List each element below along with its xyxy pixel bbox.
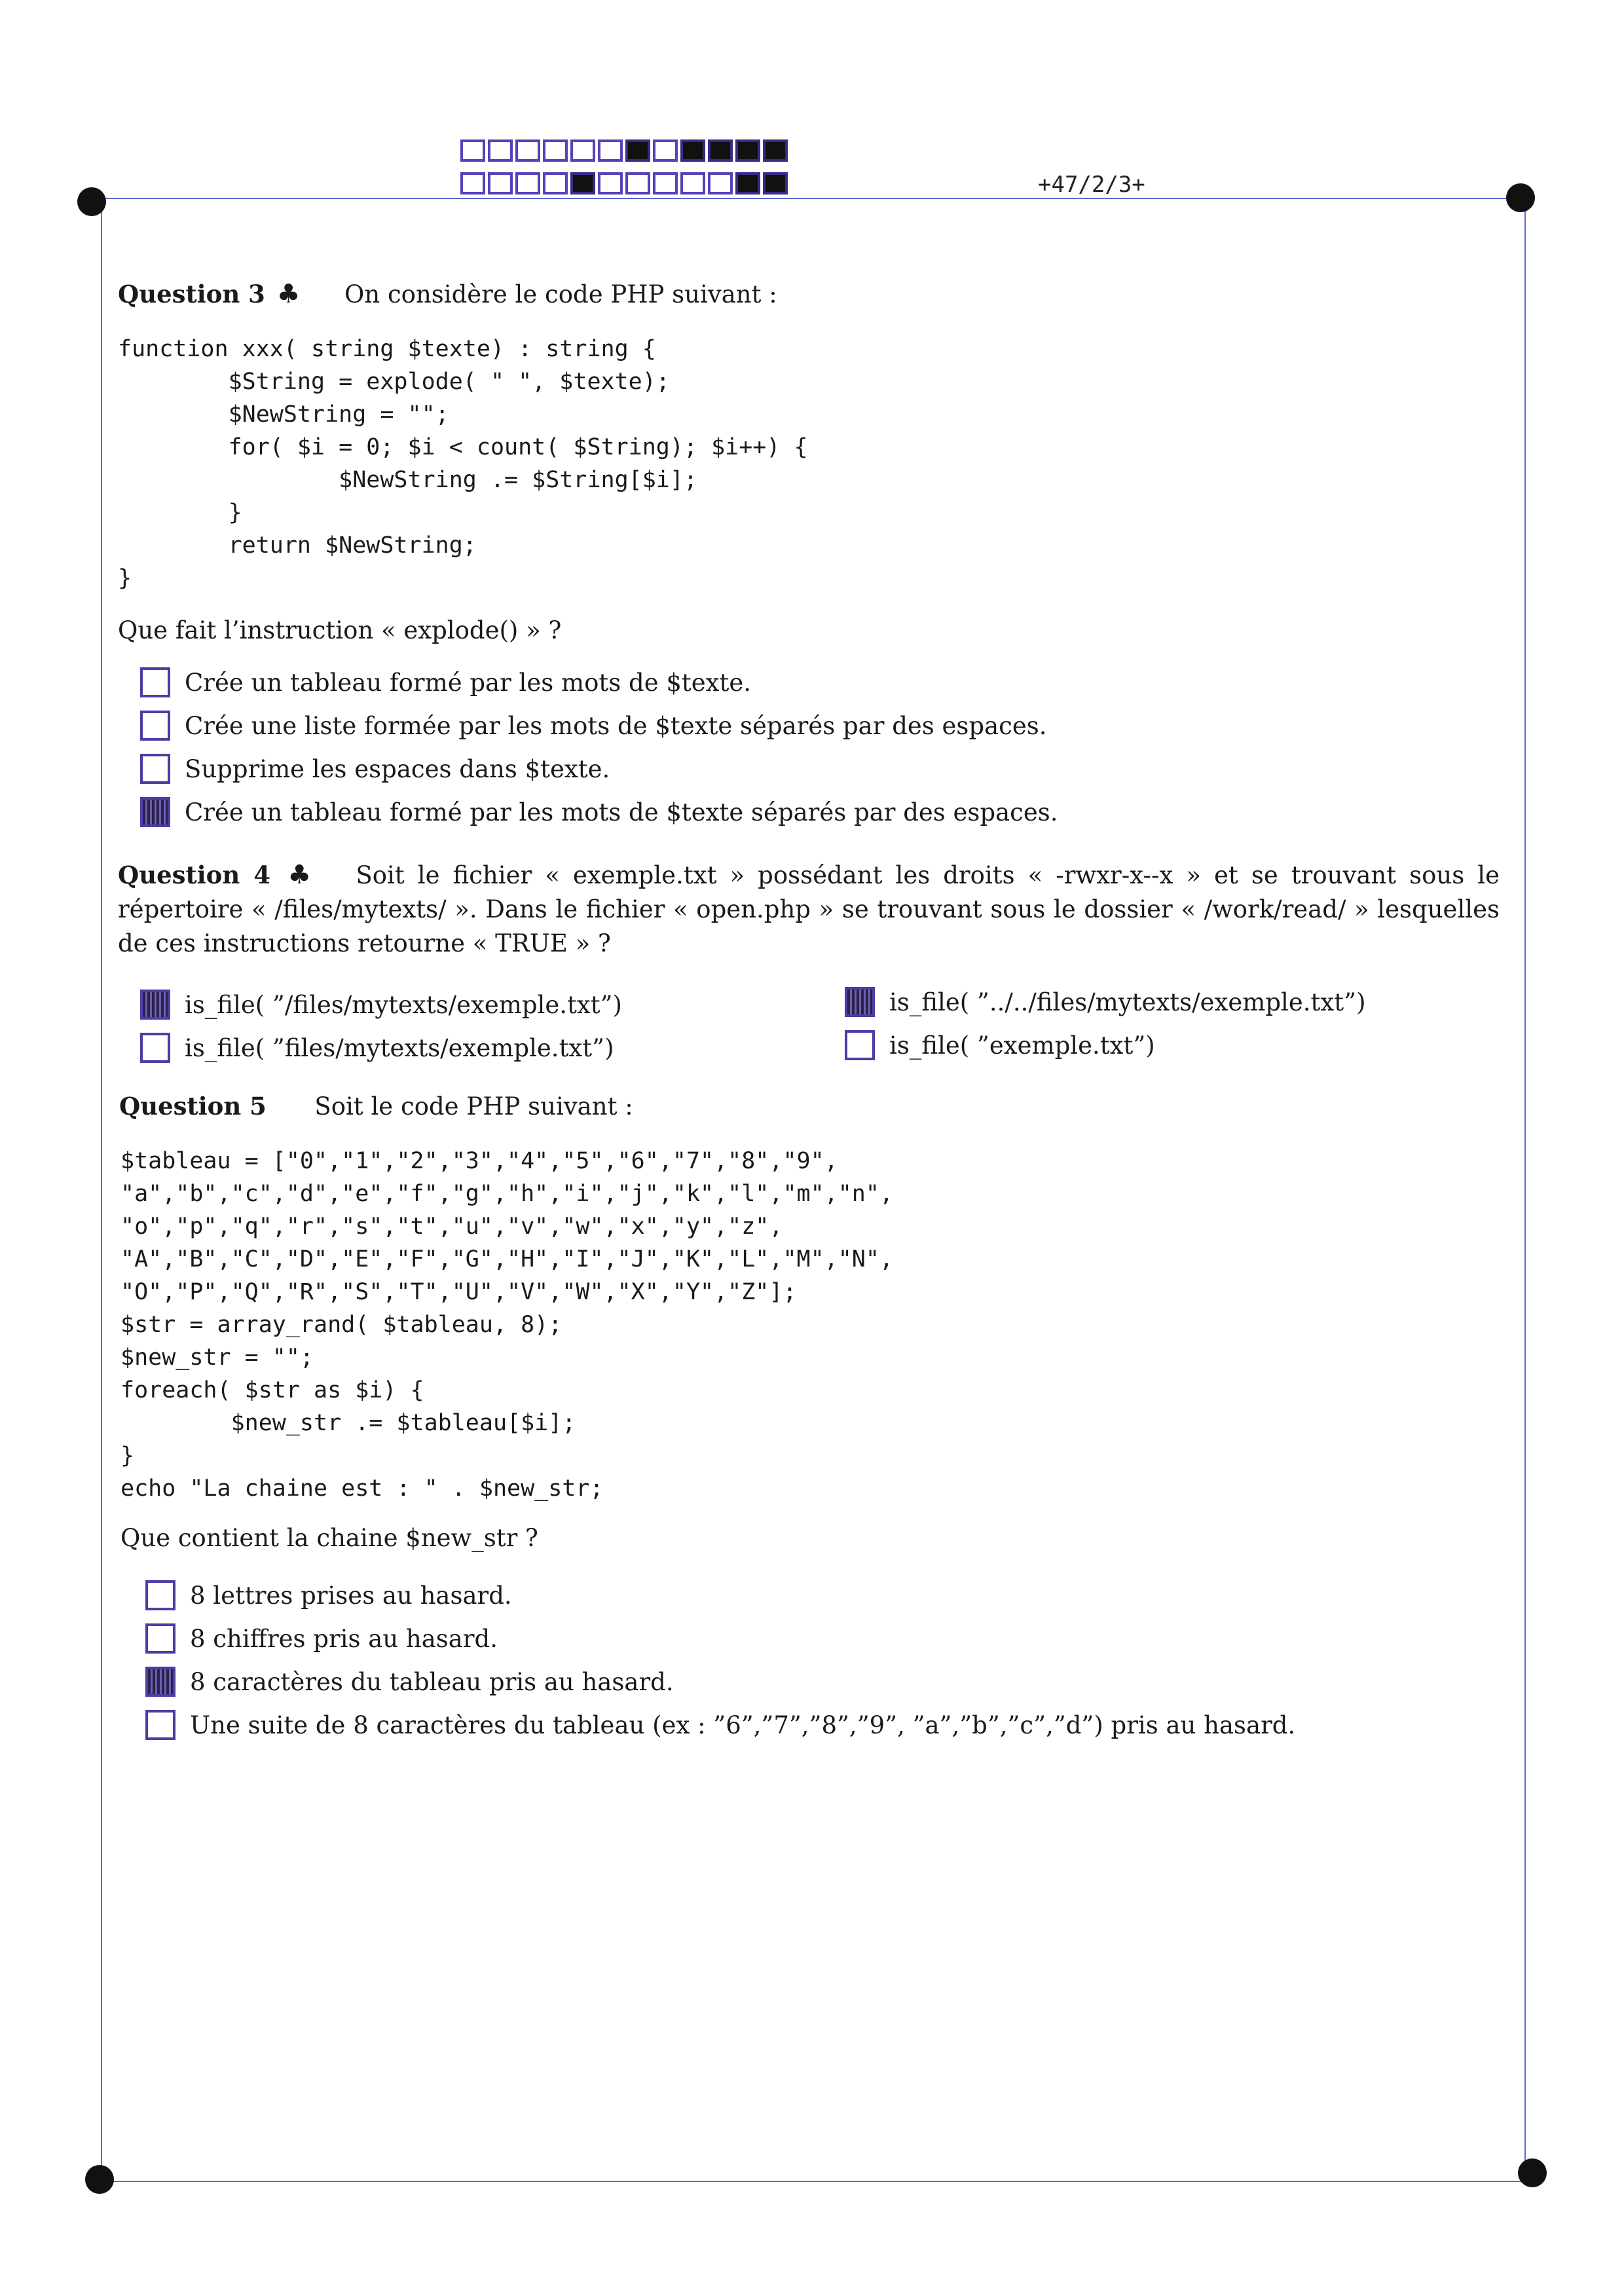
answer-label: is_file( ”../../files/mytexts/exemple.txt”): [889, 988, 1366, 1016]
club-icon: ♣: [287, 860, 317, 890]
id-cell-empty: [598, 172, 623, 194]
question-4-intro: Soit le fichier « exemple.txt » possédant les droits « -rwxr-x--x » et se trouvant sous le répertoire « /files/mytexts/ ». Dans le fichier « open.php » se trouvant sous le dossier « /work/read/ » lesquelles de ces instructions retourne « TRUE » ?: [118, 861, 1500, 957]
club-icon: ♣: [276, 279, 301, 309]
corner-marker-top-right: [1506, 183, 1535, 212]
id-cell-empty: [488, 139, 513, 162]
question-3-label: Question 3: [118, 280, 265, 308]
id-cell-empty: [460, 172, 485, 194]
id-cell-filled: [735, 172, 760, 194]
question-3-code: function xxx( string $texte) : string { $String = explode( " ", $texte); $NewString = ""; for( $i = 0; $i < count( $String); $i++) { $NewString .= $String[$i]; } return $NewString; }: [118, 336, 808, 591]
id-cell-empty: [488, 172, 513, 194]
answer-label: Crée un tableau formé par les mots de $texte.: [185, 668, 752, 697]
answer-label: Crée un tableau formé par les mots de $texte séparés par des espaces.: [185, 798, 1058, 826]
id-cell-empty: [708, 172, 733, 194]
q3-answer-2[interactable]: [140, 709, 1047, 743]
checkbox-checked[interactable]: [140, 797, 170, 827]
checkbox[interactable]: [140, 711, 170, 741]
checkbox-checked[interactable]: [140, 990, 170, 1020]
question-3-heading: [118, 279, 777, 310]
answer-label: is_file( ”files/mytexts/exemple.txt”): [185, 1033, 614, 1062]
id-cell-empty: [653, 172, 678, 194]
answer-label: Une suite de 8 caractères du tableau (ex : ”6”,”7”,”8”,”9”, ”a”,”b”,”c”,”d”) pris au hasard.: [190, 1711, 1296, 1739]
question-4-label: Question 4: [118, 861, 271, 889]
question-5-intro: Soit le code PHP suivant :: [314, 1092, 633, 1120]
q4-answer-3[interactable]: [845, 985, 1366, 1019]
id-cell-filled: [570, 172, 595, 194]
q5-answer-1[interactable]: [145, 1578, 512, 1612]
page-identifier: +47/2/3+: [1038, 172, 1145, 198]
q4-answer-1[interactable]: [140, 988, 622, 1022]
corner-marker-bottom-left: [85, 2165, 114, 2194]
id-code-row-1: [460, 139, 790, 162]
id-cell-empty: [625, 172, 650, 194]
id-cell-filled: [763, 172, 788, 194]
id-cell-empty: [680, 172, 705, 194]
id-cell-empty: [460, 139, 485, 162]
question-3-intro: On considère le code PHP suivant :: [344, 280, 777, 308]
question-4-text: [118, 858, 1500, 961]
checkbox[interactable]: [145, 1710, 175, 1740]
frame-bottom: [101, 2181, 1526, 2182]
corner-marker-bottom-right: [1518, 2158, 1547, 2187]
frame-top: [92, 198, 1526, 199]
q5-answer-3[interactable]: [145, 1665, 674, 1699]
question-5-code: $tableau = ["0","1","2","3","4","5","6","7","8","9", "a","b","c","d","e","f","g","h","i","j","k","l","m","n", "o","p","q","r","s","t","u","v","w","x","y","z", "A","B","C","D","E","F","G","H","I","J","K","L","M","N", "O","P","Q","R","S","T","U","V","W","X","Y","Z"]; $str = array_rand( $tableau, 8); $new_str = ""; foreach( $str as $i) { $new_str .= $tableau[$i]; } echo "La chaine est : " . $new_str;: [120, 1148, 894, 1502]
id-cell-filled: [735, 139, 760, 162]
id-cell-empty: [543, 172, 568, 194]
id-cell-filled: [680, 139, 705, 162]
answer-label: 8 chiffres pris au hasard.: [190, 1624, 498, 1653]
checkbox[interactable]: [140, 1033, 170, 1063]
id-cell-empty: [515, 139, 540, 162]
question-3-prompt: Que fait l’instruction « explode() » ?: [118, 616, 562, 644]
q4-answer-2[interactable]: [140, 1031, 614, 1065]
id-cell-empty: [570, 139, 595, 162]
question-5-label: Question 5: [119, 1092, 267, 1120]
id-cell-empty: [598, 139, 623, 162]
frame-left: [101, 198, 102, 2182]
id-cell-empty: [515, 172, 540, 194]
question-5-heading: [119, 1091, 633, 1122]
q4-answer-4[interactable]: [845, 1028, 1155, 1062]
id-cell-empty: [653, 139, 678, 162]
id-code-row-2: [460, 172, 790, 194]
corner-marker-top-left: [77, 187, 106, 216]
q3-answer-4[interactable]: [140, 795, 1058, 829]
checkbox[interactable]: [140, 667, 170, 697]
q3-answer-1[interactable]: [140, 665, 751, 699]
frame-right: [1524, 198, 1526, 2182]
checkbox[interactable]: [145, 1580, 175, 1610]
answer-label: Supprime les espaces dans $texte.: [185, 754, 610, 783]
id-cell-filled: [625, 139, 650, 162]
answer-label: 8 lettres prises au hasard.: [190, 1581, 512, 1610]
question-5-prompt: Que contient la chaine $new_str ?: [120, 1524, 538, 1552]
q5-answer-4[interactable]: [145, 1708, 1295, 1742]
q3-answer-3[interactable]: [140, 752, 610, 786]
id-cell-empty: [543, 139, 568, 162]
checkbox[interactable]: [845, 1030, 875, 1060]
checkbox[interactable]: [145, 1623, 175, 1654]
id-cell-filled: [708, 139, 733, 162]
id-cell-filled: [763, 139, 788, 162]
checkbox[interactable]: [140, 754, 170, 784]
answer-label: Crée une liste formée par les mots de $texte séparés par des espaces.: [185, 711, 1047, 740]
checkbox-checked[interactable]: [845, 987, 875, 1017]
answer-label: is_file( ”exemple.txt”): [889, 1031, 1155, 1060]
answer-label: is_file( ”/files/mytexts/exemple.txt”): [185, 990, 622, 1019]
q5-answer-2[interactable]: [145, 1621, 498, 1656]
checkbox-checked[interactable]: [145, 1667, 175, 1697]
answer-label: 8 caractères du tableau pris au hasard.: [190, 1667, 674, 1696]
